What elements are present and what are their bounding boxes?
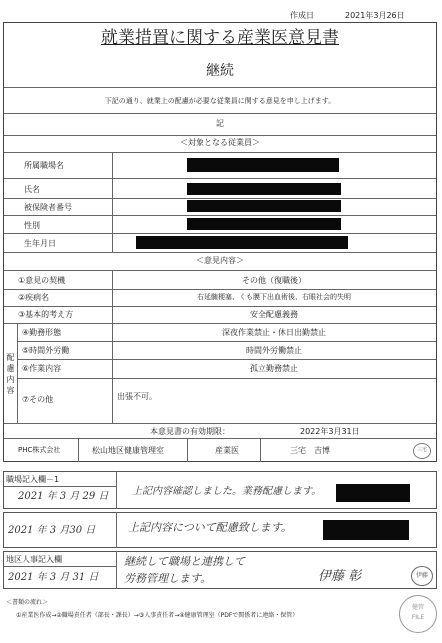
consideration-row-label: ⑥作業内容 [22,364,62,373]
redacted-value [187,218,341,230]
ki-label: 記 [216,119,224,128]
hr-entry-comment-line2: 労務管理します。 [124,572,212,585]
redacted-value [136,236,348,249]
hr-entry-title: 地区人事記入欄 [6,555,62,564]
created-date: 2021年3月26日 [345,11,405,20]
table-column-rule [17,323,18,423]
hr-seal [411,566,433,586]
page-subtitle: 継続 [206,63,234,79]
received-stamp-line1: 健管 [411,604,424,611]
issuer-company: PHC株式会社 [18,446,61,454]
flow-title: ＜書類の流れ＞ [6,599,49,606]
divider [4,87,436,88]
opinion-row-label: ①意見の契機 [18,276,66,285]
row-rule [4,233,436,234]
entry-rule [116,551,117,589]
opinion-row-value: 安全配慮義務 [250,310,298,319]
employee-row-label: 氏名 [24,185,40,194]
created-label: 作成日 [290,11,314,20]
entry-rule [116,512,117,548]
row-rule [4,198,436,199]
issuer-role: 産業医 [215,446,239,455]
issuer-name: 三宅 吉博 [290,446,330,455]
row-rule [17,341,436,342]
redacted-signature [336,484,410,502]
workplace-entry-date: 2021 年 3 月 29 日 [18,491,109,502]
row-rule [4,306,436,307]
workplace-entry2-date: 2021 年 3 月30 日 [8,525,96,536]
employee-row-label: 性別 [24,221,40,230]
employee-row-label: 被保険者番号 [24,203,72,212]
entry-rule [116,471,117,509]
divider [4,486,116,487]
hr-seal-text: 伊藤 [415,572,428,579]
redacted-value [187,158,339,172]
divider [4,270,436,271]
received-stamp-line2: FILE [411,614,425,621]
page-title: 就業措置に関する産業医意見書 [101,28,339,48]
table-column-rule [112,152,113,252]
opinion-row-label: ③基本的考え方 [18,310,74,319]
hr-entry-date: 2021 年 3 月 31 日 [8,572,99,583]
issuer-seal [413,443,431,459]
row-rule [4,423,436,424]
consideration-row-value: 出張不可。 [117,392,157,401]
divider [4,152,436,153]
validity-label: 本意見書の有効期限： [150,427,230,436]
employee-row-label: 生年月日 [24,239,56,248]
hr-signature: 伊藤 彰 [318,569,362,584]
flow-text: ①産業医作成→②職場責任者（部長・課長）→③人事責任者→④健康管理室（PDFで関係者に連絡・保管） [16,612,299,619]
opinion-row-value: その他（復職後） [242,276,306,285]
row-rule [4,323,436,324]
consideration-label: 配慮内容 [6,353,15,395]
redacted-value [187,200,341,212]
consideration-row-label: ④勤務形態 [22,328,62,337]
row-rule [17,378,436,379]
opinion-row-value: 右延髄梗塞、くも膜下出血術後、右眼社会的失明 [197,293,351,301]
issuer-office: 松山地区健康管理室 [92,446,164,455]
employee-section-title: ＜対象となる従業員＞ [180,138,260,147]
consideration-row-value: 時間外労働禁止 [246,346,302,355]
consideration-row-label: ⑤時間外労働 [22,346,70,355]
redacted-value [187,183,341,195]
consideration-row-label: ⑦その他 [22,395,54,404]
employee-row-label: 所属職場名 [24,161,64,170]
opinion-row-label: ②疾病名 [18,293,50,302]
workplace-entry-title: 職場記入欄－1 [6,475,60,484]
divider [4,135,436,136]
issuer-rule [187,438,188,462]
issuer-rule [260,438,261,462]
intro-text: 下記の通り、就業上の配慮が必要な従業員に関する意見を申し上げます。 [104,97,336,105]
divider [4,566,116,567]
opinion-section-title: ＜意見内容＞ [196,256,244,265]
row-rule [17,359,436,360]
consideration-row-value: 深夜作業禁止・休日出勤禁止 [222,328,326,337]
issuer-rule [78,438,79,462]
row-rule [4,215,436,216]
consideration-row-value: 孤立勤務禁止 [250,364,298,373]
divider [4,113,436,114]
issuer-seal-text: 三宅 [416,447,427,453]
row-rule [4,252,436,253]
row-rule [4,178,436,179]
divider [4,438,436,439]
hr-entry-comment-line1: 継続して職場と連携して [124,555,245,568]
validity-date: 2022年3月31日 [300,427,360,436]
received-stamp [399,595,437,633]
workplace-entry-comment: 上記内容確認しました。業務配慮します。 [132,486,322,497]
redacted-signature [323,520,409,540]
workplace-entry2-comment: 上記内容について配慮致します。 [128,521,292,534]
row-rule [4,289,436,290]
